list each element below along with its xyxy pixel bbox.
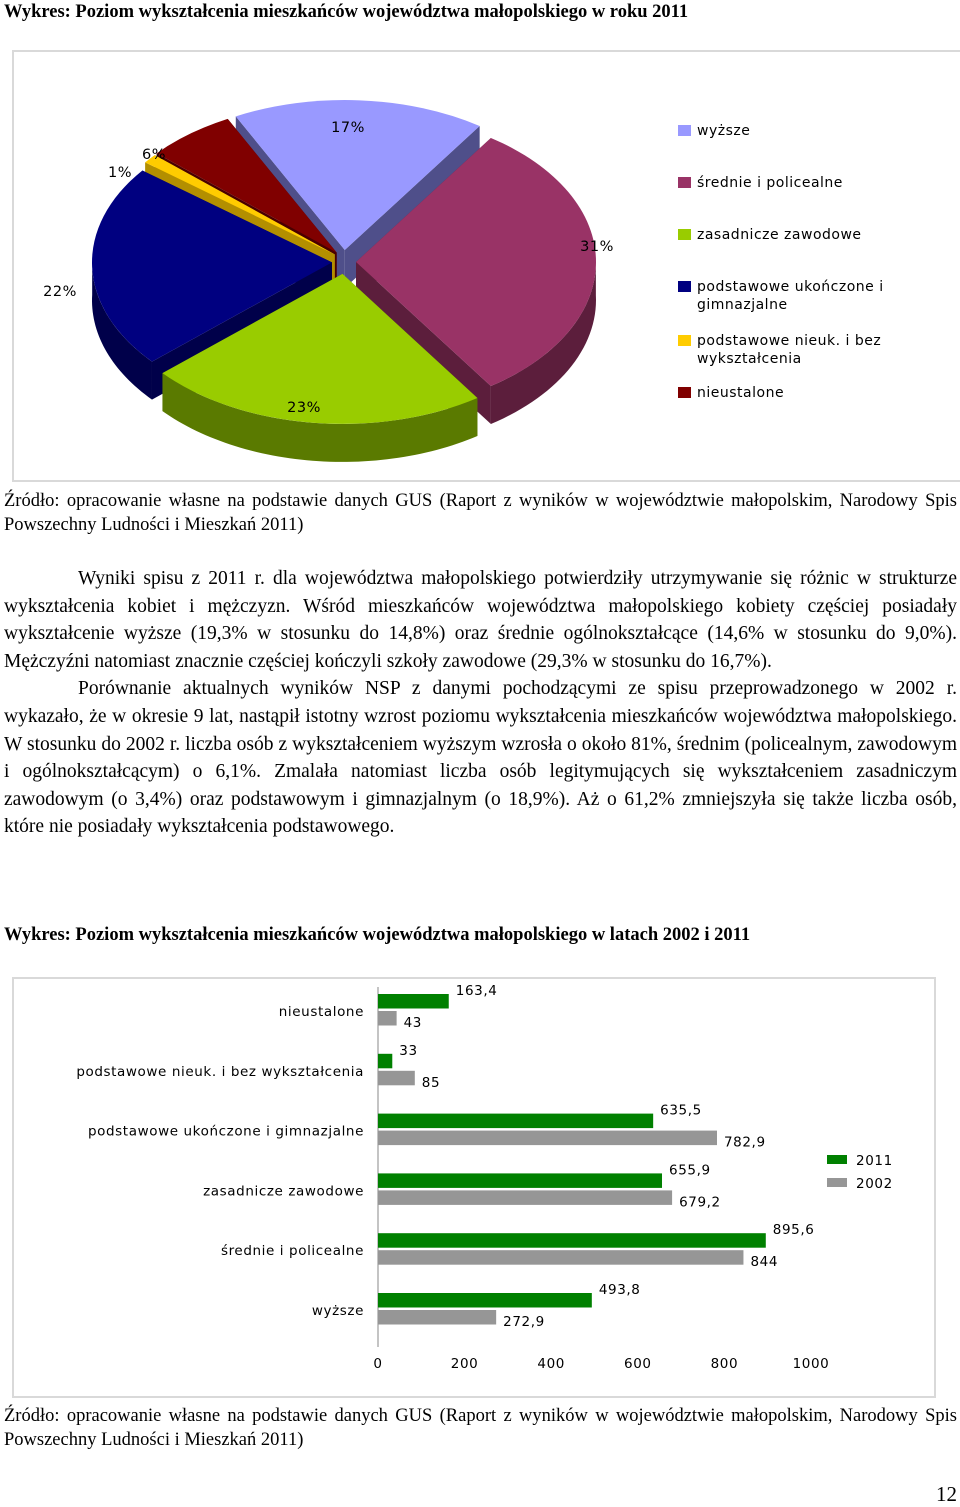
bar-chart-frame <box>12 977 936 1398</box>
pie-chart <box>14 52 960 480</box>
bar-x-tick-label-200: 200 <box>450 1356 479 1372</box>
bar-2002-zasadnicze-zawodowe <box>378 1190 672 1205</box>
bar-2002-srednie-i-policealne <box>378 1250 743 1265</box>
bar-data-label-2002-podstawowe-ukonczone-i-gimnazjalne: 782,9 <box>723 1134 766 1151</box>
bar-2011-podstawowe-nieuk-i-bez-wyksztalcenia <box>378 1054 392 1069</box>
pie-legend-item-wyzsze <box>678 122 918 140</box>
pie-data-label-nieustalone: 6% <box>141 147 167 163</box>
bar-category-label-zasadnicze-zawodowe: zasadnicze zawodowe <box>203 1183 364 1200</box>
bar-category-label-wyzsze: wyższe <box>311 1303 364 1319</box>
bar-legend-label-2002: 2002 <box>856 1176 893 1192</box>
bar-data-label-2011-zasadnicze-zawodowe: 655,9 <box>669 1162 711 1179</box>
body-text <box>4 565 957 841</box>
bar-2011-podstawowe-ukonczone-i-gimnazjalne <box>378 1114 653 1129</box>
bar-2002-podstawowe-ukonczone-i-gimnazjalne <box>378 1131 717 1146</box>
bar-x-tick-label-400: 400 <box>537 1356 565 1372</box>
bar-legend-swatch-2002 <box>827 1178 847 1187</box>
paragraph-1: Wyniki spisu z 2011 r. dla województwa małopolskiego potwierdziły utrzymywanie się różnic w strukturze wykształcenia kobiet i mężczyzn. Wśród mieszkańców województwa małopolskiego kobiety częściej posiadały wykształcenie wyższe (19,3% w stosunku do 14,8%) oraz średnie ogólnokształcące (14,6% w stosunku do 9,0%). Mężczyźni natomiast znacznie częściej kończyli szkoły zawodowe (29,3% w stosunku do 16,7%). <box>4 568 957 672</box>
pie-legend-label: podstawowe nieuk. i bez wykształcenia <box>697 333 882 367</box>
pie-legend-swatch <box>678 177 691 188</box>
bar-legend-label-2011: 2011 <box>856 1153 893 1169</box>
bar-data-label-2011-nieustalone: 163,4 <box>455 983 498 999</box>
pie-legend-swatch <box>678 229 691 240</box>
bar-data-label-2002-zasadnicze-zawodowe: 679,2 <box>679 1194 721 1211</box>
bar-2011-wyzsze <box>378 1293 592 1308</box>
bar-2011-nieustalone <box>378 994 449 1009</box>
bar-data-label-2011-podstawowe-nieuk-i-bez-wyksztalcenia: 33 <box>399 1042 418 1059</box>
chart-title-pie: Wykres: Poziom wykształcenia mieszkańców województwa małopolskiego w roku 2011 <box>4 2 689 22</box>
pie-legend-label: podstawowe ukończone i gimnazjalne <box>697 279 884 313</box>
bar-category-label-podstawowe-ukonczone-i-gimnazjalne: podstawowe ukończone i gimnazjalne <box>87 1123 364 1140</box>
page-number: 12 <box>936 1482 957 1506</box>
pie-chart-frame <box>12 50 960 482</box>
pie-data-label-wyzsze: 17% <box>331 120 365 136</box>
pie-legend-item-nieustalone <box>678 384 918 402</box>
pie-legend-item-podstawowe-ukonczone-i-gimnazjalne <box>678 278 918 314</box>
pie-legend-item-srednie-i-policealne <box>678 174 918 192</box>
bar-data-label-2002-podstawowe-nieuk-i-bez-wyksztalcenia: 85 <box>421 1074 441 1091</box>
source-note-1: Źródło: opracowanie własne na podstawie danych GUS (Raport z wyników w województwie małopolskim, Narodowy Spis Powszechny Ludności i Mieszkań 2011) <box>4 491 957 535</box>
bar-data-label-2002-wyzsze: 272,9 <box>503 1314 545 1330</box>
pie-legend-label: nieustalone <box>697 385 785 401</box>
bar-2002-podstawowe-nieuk-i-bez-wyksztalcenia <box>378 1071 415 1086</box>
pie-legend-label: wyższe <box>697 123 751 139</box>
bar-x-tick-label-0: 0 <box>373 1356 383 1372</box>
pie-legend-swatch <box>678 281 691 292</box>
bar-x-tick-label-1000: 1000 <box>792 1356 830 1372</box>
bar-2011-zasadnicze-zawodowe <box>378 1173 662 1188</box>
bar-x-tick-label-600: 600 <box>624 1356 652 1372</box>
bar-2002-nieustalone <box>378 1011 397 1026</box>
bar-x-tick-label-800: 800 <box>710 1356 739 1372</box>
pie-data-label-zasadnicze-zawodowe: 23% <box>287 400 321 416</box>
source-note-2: Źródło: opracowanie własne na podstawie danych GUS (Raport z wyników w województwie małopolskim, Narodowy Spis Powszechny Ludności i Mieszkań 2011) <box>4 1406 957 1450</box>
bar-2002-wyzsze <box>378 1310 496 1325</box>
chart-title-bar: Wykres: Poziom wykształcenia mieszkańców województwa małopolskiego w latach 2002 i 2011 <box>4 925 751 945</box>
bar-category-label-nieustalone: nieustalone <box>278 1004 364 1020</box>
pie-data-label-srednie-i-policealne: 31% <box>580 239 614 255</box>
pie-legend-swatch <box>678 125 691 136</box>
pie-legend-item-podstawowe-nieuk-i-bez-wyksztalcenia <box>678 332 918 368</box>
pie-legend-label: średnie i policealne <box>697 175 843 191</box>
bar-chart <box>14 979 934 1396</box>
bar-data-label-2002-nieustalone: 43 <box>403 1015 423 1031</box>
pie-data-label-podstawowe-ukonczone-i-gimnazjalne: 22% <box>43 284 77 300</box>
bar-data-label-2011-podstawowe-ukonczone-i-gimnazjalne: 635,5 <box>660 1102 702 1119</box>
bar-data-label-2011-srednie-i-policealne: 895,6 <box>772 1222 815 1239</box>
pie-data-label-podstawowe-nieuk-i-bez-wyksztalcenia: 1% <box>107 165 133 181</box>
pie-legend-swatch <box>678 335 691 346</box>
bar-series-group <box>378 983 814 1330</box>
bar-data-label-2011-wyzsze: 493,8 <box>598 1282 641 1298</box>
bar-data-label-2002-srednie-i-policealne: 844 <box>750 1254 779 1271</box>
paragraph-2: Porównanie aktualnych wyników NSP z danymi pochodzącymi ze spisu przeprowadzonego w 2002 r. wykazało, że w okresie 9 lat, nastąpił istotny wzrost poziomu wykształcenia mieszkańców województwa małopolskiego. W stosunku do 2002 r. liczba osób z wykształceniem wyższym wzrosła o około 81%, średnim (policealnym, zawodowym i ogólnokształcącym) o 6,1%. Zmalała natomiast liczba osób legitymujących się wykształceniem zasadniczym zawodowym (o 3,4%) oraz podstawowym i gimnazjalnym (o 18,9%). Aż o 61,2% zmniejszyła się także liczba osób, które nie posiadały wykształcenia podstawowego. <box>4 678 957 838</box>
bar-legend-swatch-2011 <box>827 1155 847 1164</box>
bar-2011-srednie-i-policealne <box>378 1233 766 1248</box>
pie-legend-label: zasadnicze zawodowe <box>697 227 862 243</box>
bar-category-label-podstawowe-nieuk-i-bez-wyksztalcenia: podstawowe nieuk. i bez wykształcenia <box>76 1063 364 1080</box>
bar-category-label-srednie-i-policealne: średnie i policealne <box>220 1243 364 1260</box>
pie-legend-swatch <box>678 387 691 398</box>
pie-legend-item-zasadnicze-zawodowe <box>678 226 918 244</box>
